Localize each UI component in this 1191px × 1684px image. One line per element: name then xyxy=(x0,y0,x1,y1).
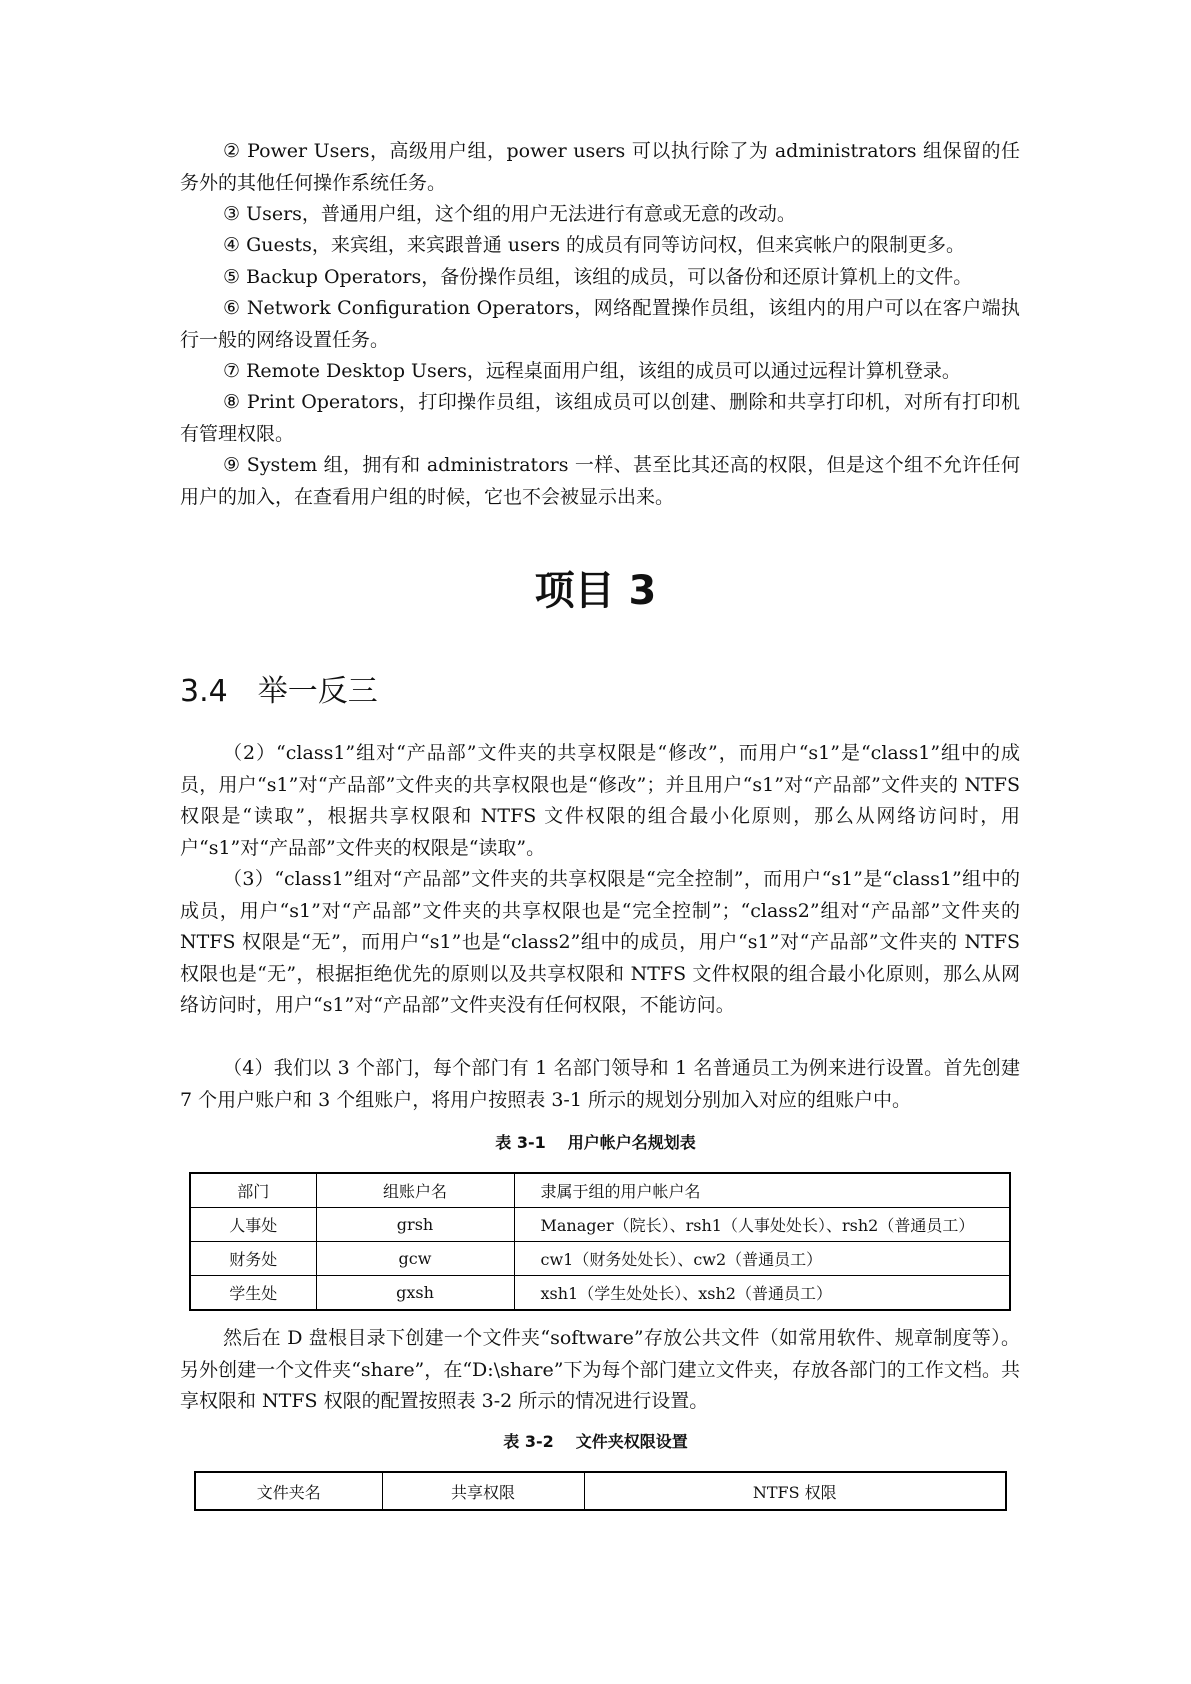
table-header-cell: 共享权限 xyxy=(382,1472,584,1510)
table-header-row xyxy=(195,1472,1006,1510)
table-cell: grsh xyxy=(316,1208,514,1242)
table-cell: cw1（财务处处长）、cw2（普通员工） xyxy=(514,1242,1010,1276)
list-item: ⑧ Print Operators，打印操作员组，该组成员可以创建、删除和共享打印机，对所有打印机有管理权限。 xyxy=(180,391,1020,445)
table-caption xyxy=(0,1431,1191,1453)
section-title: 3.4 举一反三 xyxy=(180,674,378,709)
table-caption-text: 文件夹权限设置 xyxy=(575,1432,688,1451)
project-title: 项目 3 xyxy=(534,568,657,614)
table-row xyxy=(190,1242,1010,1276)
table-cell: xsh1（学生处处长）、xsh2（普通员工） xyxy=(514,1276,1010,1311)
list-item: ② Power Users，高级用户组，power users 可以执行除了为 administrators 组保留的任务外的其他任何操作系统任务。 xyxy=(180,140,1020,194)
table-caption-text: 用户帐户名规划表 xyxy=(567,1133,696,1152)
table-header-row xyxy=(190,1173,1010,1208)
list-item: ④ Guests，来宾组，来宾跟普通 users 的成员有同等访问权，但来宾帐户的限制更多。 xyxy=(223,234,966,256)
table-cell: 财务处 xyxy=(190,1242,316,1276)
body-paragraph: （2）“class1”组对“产品部”文件夹的共享权限是“修改”，而用户“s1”是“class1”组中的成员，用户“s1”对“产品部”文件夹的共享权限也是“修改”；并且用户“s1”对“产品部”文件夹的 NTFS 权限是“读取”，根据共享权限和 NTFS 文件权限的组合最小化原则，那么从网络访问时，用户“s1”对“产品部”文件夹的权限是“读取”。 xyxy=(180,742,1020,859)
user-account-table xyxy=(189,1172,1011,1311)
table-cell: gcw xyxy=(316,1242,514,1276)
list-item: ⑤ Backup Operators，备份操作员组，该组的成员，可以备份和还原计算机上的文件。 xyxy=(223,266,973,288)
list-item: ⑦ Remote Desktop Users，远程桌面用户组，该组的成员可以通过远程计算机登录。 xyxy=(223,360,961,382)
table-caption xyxy=(0,1132,1191,1154)
table-cell: 人事处 xyxy=(190,1208,316,1242)
table-header-cell: NTFS 权限 xyxy=(584,1472,1006,1510)
body-paragraph: 然后在 D 盘根目录下创建一个文件夹“software”存放公共文件（如常用软件、规章制度等）。另外创建一个文件夹“share”，在“D:\share”下为每个部门建立文件夹，存放各部门的工作文档。共享权限和 NTFS 权限的配置按照表 3-2 所示的情况进行设置。 xyxy=(180,1327,1020,1412)
table-caption-number: 表 3-1 xyxy=(495,1133,546,1152)
folder-permission-table xyxy=(194,1471,1007,1511)
body-paragraph: （4）我们以 3 个部门，每个部门有 1 名部门领导和 1 名普通员工为例来进行设置。首先创建 7 个用户账户和 3 个组账户，将用户按照表 3-1 所示的规划分别加入对应的组账户中。 xyxy=(180,1057,1020,1111)
table-cell: 学生处 xyxy=(190,1276,316,1311)
list-item: ③ Users，普通用户组，这个组的用户无法进行有意或无意的改动。 xyxy=(223,203,796,225)
table-row xyxy=(190,1276,1010,1311)
table-row xyxy=(190,1208,1010,1242)
body-paragraph: （3）“class1”组对“产品部”文件夹的共享权限是“完全控制”，而用户“s1”是“class1”组中的成员，用户“s1”对“产品部”文件夹的共享权限也是“完全控制”；“class2”组对“产品部”文件夹的 NTFS 权限是“无”，而用户“s1”也是“class2”组中的成员，用户“s1”对“产品部”文件夹的 NTFS 权限也是“无”，根据拒绝优先的原则以及共享权限和 NTFS 文件权限的组合最小化原则，那么从网络访问时，用户“s1”对“产品部”文件夹没有任何权限，不能访问。 xyxy=(180,868,1020,1016)
table-caption-number: 表 3-2 xyxy=(503,1432,554,1451)
table-cell: Manager（院长）、rsh1（人事处处长）、rsh2（普通员工） xyxy=(514,1208,1010,1242)
table-header-cell: 组账户名 xyxy=(316,1173,514,1208)
table-header-cell: 文件夹名 xyxy=(195,1472,382,1510)
table-header-cell: 隶属于组的用户帐户名 xyxy=(514,1173,1010,1208)
list-item: ⑥ Network Configuration Operators，网络配置操作员组，该组内的用户可以在客户端执行一般的网络设置任务。 xyxy=(180,297,1020,351)
table-header-cell: 部门 xyxy=(190,1173,316,1208)
list-item: ⑨ System 组，拥有和 administrators 一样、甚至比其还高的权限，但是这个组不允许任何用户的加入，在查看用户组的时候，它也不会被显示出来。 xyxy=(180,454,1020,508)
table-cell: gxsh xyxy=(316,1276,514,1311)
